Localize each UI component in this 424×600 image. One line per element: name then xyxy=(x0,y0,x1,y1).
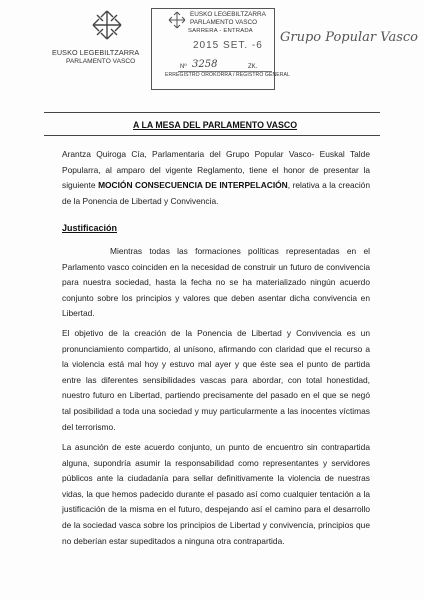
title-rule-top xyxy=(44,112,380,113)
stamp-line-3: SARRERA - ENTRADA xyxy=(188,28,253,34)
parliament-emblem-icon xyxy=(91,9,123,41)
document-title: A LA MESA DEL PARLAMENTO VASCO xyxy=(133,120,298,130)
title-rule-bottom xyxy=(44,135,380,136)
org-name-es: PARLAMENTO VASCO xyxy=(66,58,136,65)
stamp-line-1: EUSKO LEGEBILTZARRA xyxy=(190,11,266,18)
body-paragraph-1: Mientras todas las formaciones políticas representadas en el Parlamento vasco coinciden en la necesidad de construir un futuro de convivencia para nuestra sociedad, hasta la fecha no se ha materializado ningún acuerdo conjunto sobre los principios y valores que deben asentar dicha convivencia en Libertad. xyxy=(62,246,370,319)
body-paragraph-2: El objetivo de la creación de la Ponencia de Libertad y Convivencia es un pronunciamiento compartido, al unísono, afirmando con claridad que el recurso a la violencia está mal hoy y estuvo mal ayer y que éste sea el punto de partida entre las diferentes sensibilidades vascas para abordar, con total honestidad, nuestro futuro en Libertad, partiendo precisamente del pasado en el que se negó tal posibilidad a toda una sociedad y muy particularmente a las inocentes víctimas del terrorismo. xyxy=(62,328,370,432)
stamp-registry: ERREGISTRO OROKORRA / REGISTRO GENERAL xyxy=(165,72,290,78)
stamp-date: 2015 SET. -6 xyxy=(193,40,263,51)
group-signature: Grupo Popular Vasco xyxy=(280,30,418,45)
stamp-emblem-icon xyxy=(168,11,186,29)
stamp-line-2: PARLAMENTO VASCO xyxy=(190,19,258,26)
stamp-zk-label: ZK. xyxy=(248,64,258,70)
stamp-number-label: Nº xyxy=(180,64,187,70)
section-heading: Justificación xyxy=(62,223,118,233)
stamp-number: 3258 xyxy=(192,59,218,70)
body-paragraph-3: La asunción de este acuerdo conjunto, un punto de encuentro sin contrapartida alguna, supondría asumir la responsabilidad como representantes y servidores públicos ante la ciudadanía para sellar definitivamente la violencia de nuestras vidas, la que hemos padecido durante el pasado así como cualquier tentación a la justificación de la misma en el futuro, despejando así el camino para el desarrollo de la sociedad vasca sobre los principios de Libertad y convivencia, principios que no deberían estar supeditados a ninguna otra contrapartida. xyxy=(62,442,370,546)
motion-type: MOCIÓN CONSECUENCIA DE INTERPELACIÓN xyxy=(98,180,288,191)
org-name-eu: EUSKO LEGEBILTZARRA xyxy=(52,48,140,57)
intro-paragraph: Arantza Quiroga Cía, Parlamentaria del Grupo Popular Vasco- Euskal Talde Popularra, al amparo del vigente Reglamento, tiene el honor de presentar la siguiente MOCIÓN CONSECUENCIA DE INTERPELACIÓN, relativa a la creación de la Ponencia de Libertad y Convivencia. xyxy=(62,149,370,206)
